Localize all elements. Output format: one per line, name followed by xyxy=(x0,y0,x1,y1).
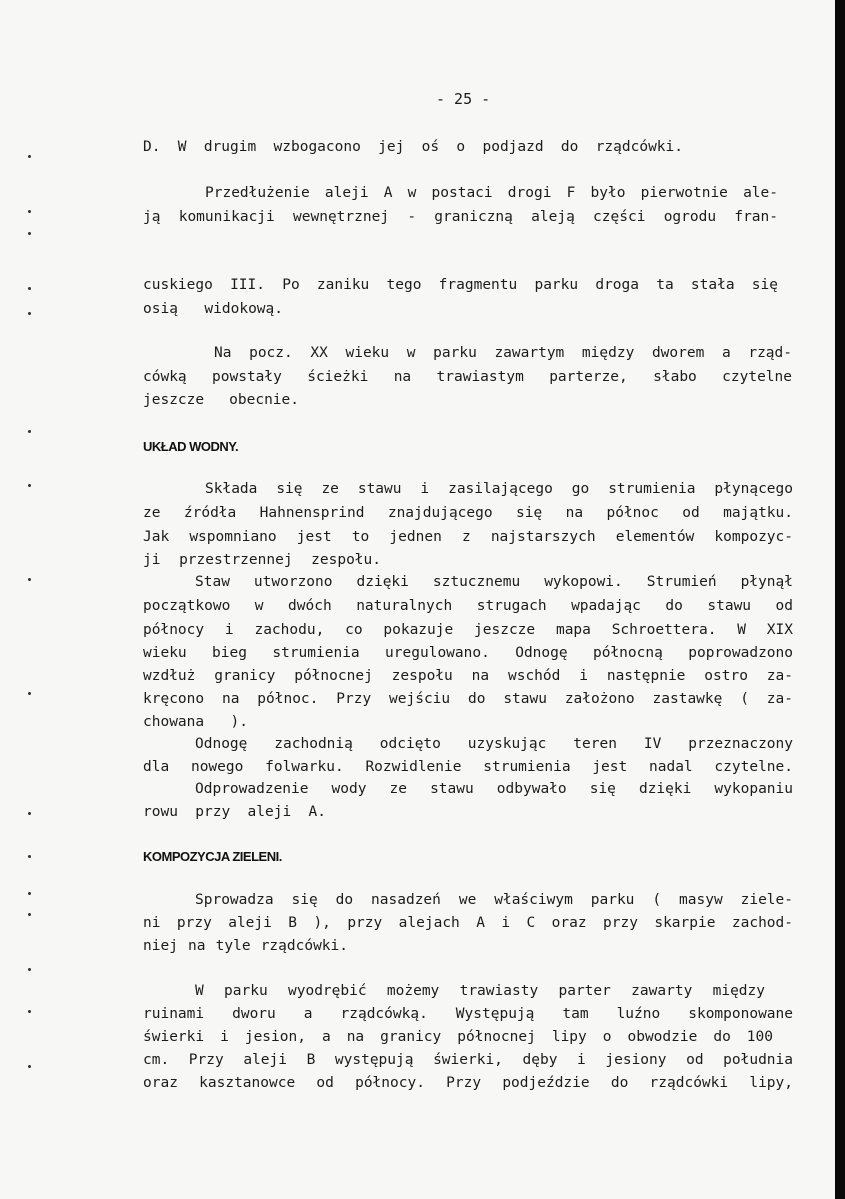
text-line: wieku bieg strumienia uregulowano. Odnogę północną poprowadzono xyxy=(143,645,793,661)
text-line: cm. Przy aleji B występują świerki, dęby i jesiony od południa xyxy=(143,1052,793,1068)
scan-speck xyxy=(28,1010,31,1013)
scan-speck xyxy=(28,287,31,290)
text-line: osią widokową. xyxy=(143,301,283,317)
page-number: - 25 - xyxy=(436,90,491,108)
text-line: wzdłuż granicy północnej zespołu na wschód i następnie ostro za- xyxy=(143,668,793,684)
scan-speck xyxy=(28,968,31,971)
scan-speck xyxy=(28,855,31,858)
text-line: niej na tyle rządcówki. xyxy=(143,938,348,954)
text-line: W parku wyodrębić możemy trawiasty parter zawarty między xyxy=(195,983,765,999)
scan-speck xyxy=(28,312,31,315)
text-line: D. W drugim wzbogacono jej oś o podjazd do rządcówki. xyxy=(143,139,683,155)
text-line: Jak wspomniano jest to jednen z najstarszych elementów kompozyc- xyxy=(143,529,793,545)
scan-speck xyxy=(28,1065,31,1068)
scan-border xyxy=(835,0,845,1199)
scan-speck xyxy=(28,578,31,581)
text-line: dla nowego folwarku. Rozwidlenie strumienia jest nadal czytelne. xyxy=(143,759,793,775)
section-heading-greenery: KOMPOZYCJA ZIELENI. xyxy=(143,849,282,864)
text-line: północy i zachodu, co pokazuje jeszcze mapa Schroettera. W XIX xyxy=(143,622,793,638)
text-line: rowu przy aleji A. xyxy=(143,804,326,820)
text-line: świerki i jesion, a na granicy północnej lipy o obwodzie do 100 xyxy=(143,1029,773,1045)
text-line: cówką powstały ścieżki na trawiastym parterze, słabo czytelne xyxy=(143,369,792,385)
scan-speck xyxy=(28,210,31,213)
text-line: początkowo w dwóch naturalnych strugach wpadając do stawu od xyxy=(143,598,793,614)
text-line: ze źródła Hahnensprind znajdującego się na północ od majątku. xyxy=(143,505,793,521)
scan-speck xyxy=(28,430,31,433)
text-line: ją komunikacji wewnętrznej - graniczną aleją części ogrodu fran- xyxy=(143,209,778,225)
text-line: jeszcze obecnie. xyxy=(143,392,299,408)
text-line: oraz kasztanowce od północy. Przy podjeździe do rządcówki lipy, xyxy=(143,1075,793,1091)
section-heading-water: UKŁAD WODNY. xyxy=(143,439,239,454)
scan-speck xyxy=(28,913,31,916)
text-line: Staw utworzono dzięki sztucznemu wykopowi. Strumień płynął xyxy=(195,574,793,590)
scan-speck xyxy=(28,232,31,235)
text-line: ruinami dworu a rządcówką. Występują tam luźno skomponowane xyxy=(143,1006,793,1022)
text-line: Odprowadzenie wody ze stawu odbywało się dzięki wykopaniu xyxy=(195,781,793,797)
text-line: Na pocz. XX wieku w parku zawartym między dworem a rząd- xyxy=(214,345,792,361)
text-line: kręcono na północ. Przy wejściu do stawu założono zastawkę ( za- xyxy=(143,691,793,707)
text-line: ji przestrzennej zespołu. xyxy=(143,552,381,568)
text-line: ni przy aleji B ), przy alejach A i C oraz przy skarpie zachod- xyxy=(143,915,793,931)
scan-speck xyxy=(28,692,31,695)
text-line: cuskiego III. Po zaniku tego fragmentu parku droga ta stała się xyxy=(143,277,778,293)
scan-speck xyxy=(28,155,31,158)
scan-speck xyxy=(28,484,31,487)
text-line: Odnogę zachodnią odcięto uzyskując teren IV przeznaczony xyxy=(195,736,793,752)
scan-speck xyxy=(28,892,31,895)
text-line: Przedłużenie aleji A w postaci drogi F było pierwotnie ale- xyxy=(205,185,778,201)
text-line: Sprowadza się do nasadzeń we właściwym parku ( masyw ziele- xyxy=(195,892,793,908)
text-line: Składa się ze stawu i zasilającego go strumienia płynącego xyxy=(205,481,793,497)
text-line: chowana ). xyxy=(143,714,248,730)
scan-speck xyxy=(28,812,31,815)
